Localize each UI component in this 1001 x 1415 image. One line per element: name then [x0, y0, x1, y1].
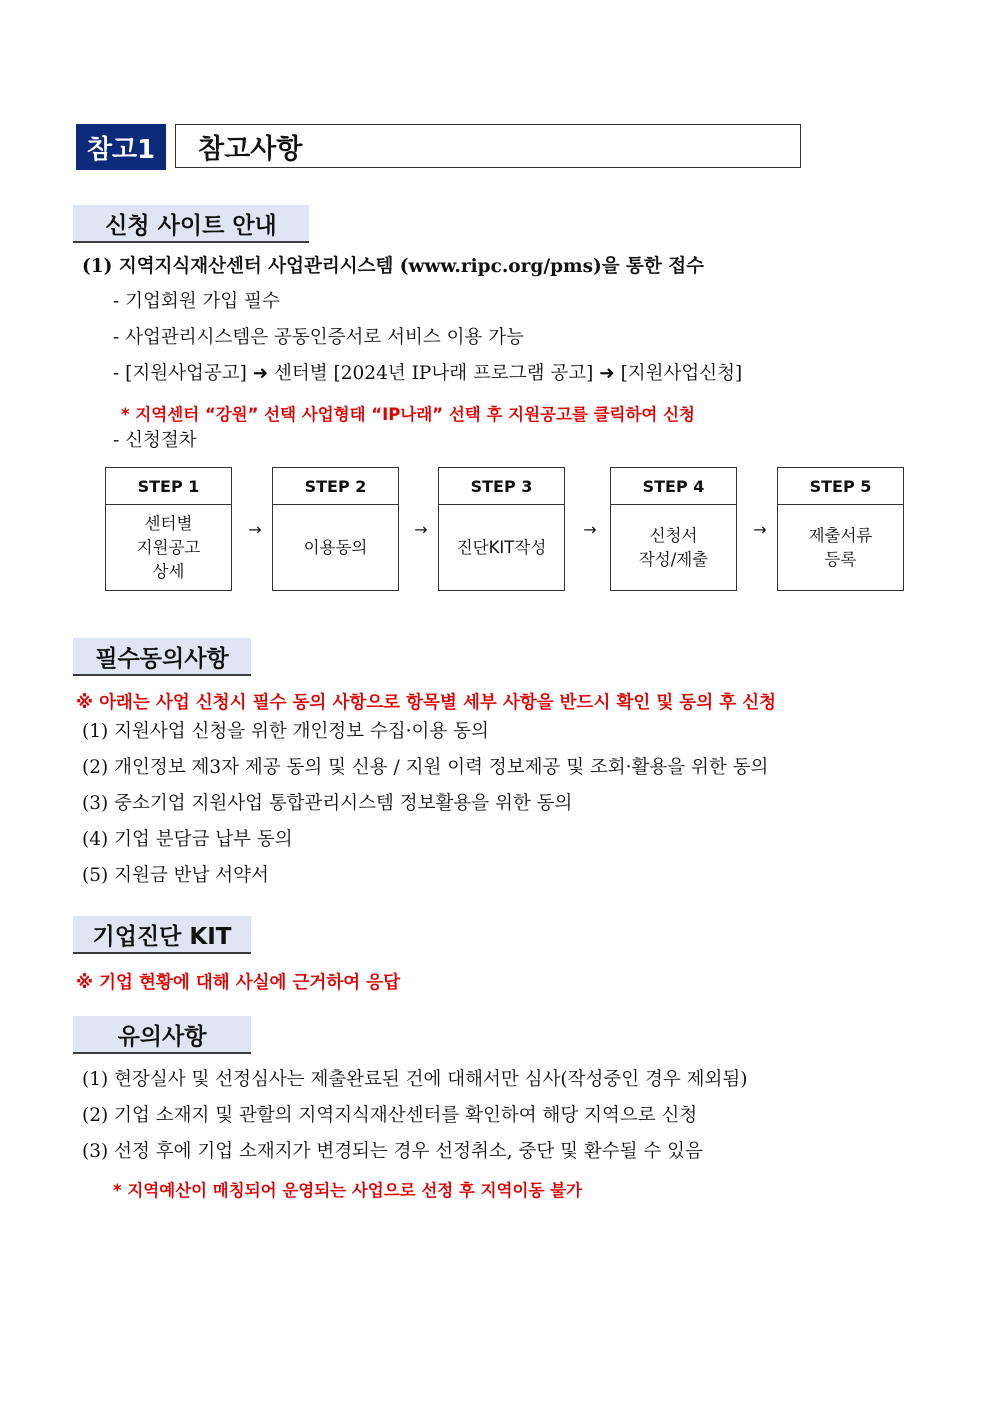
procedure-label: - 신청절차	[113, 430, 197, 451]
step-5-box	[777, 467, 904, 591]
consent-item-4: (4) 기업 분담금 납부 동의	[82, 829, 293, 850]
arrow-icon: →	[248, 520, 262, 539]
step-4-label: STEP 4	[611, 468, 736, 505]
caution-note: * 지역예산이 매칭되어 운영되는 사업으로 선정 후 지역이동 불가	[113, 1181, 582, 1200]
section-heading-site: 신청 사이트 안내	[73, 205, 309, 243]
step-1-label: STEP 1	[106, 468, 231, 505]
consent-note: ※ 아래는 사업 신청시 필수 동의 사항으로 항목별 세부 사항을 반드시 확인 및 동의 후 신청	[76, 693, 777, 713]
consent-item-2: (2) 개인정보 제3자 제공 동의 및 신용 / 지원 이력 정보제공 및 조회·활용을 위한 동의	[82, 757, 769, 778]
site-bullet-3: - [지원사업공고] ➜ 센터별 [2024년 IP나래 프로그램 공고] ➜ [지원사업신청]	[113, 363, 743, 384]
step-5-label: STEP 5	[778, 468, 903, 505]
step-1-body: 센터별 지원공고 상세	[136, 514, 201, 581]
consent-item-5: (5) 지원금 반납 서약서	[82, 865, 269, 886]
step-4-body: 신청서 작성/제출	[638, 526, 709, 569]
site-bullet-2: - 사업관리시스템은 공동인증서로 서비스 이용 가능	[113, 327, 524, 348]
arrow-icon: →	[753, 520, 767, 539]
step-1-box	[105, 467, 232, 591]
reference-tag: 참고1	[76, 124, 166, 170]
arrow-icon: →	[583, 520, 597, 539]
step-5-body: 제출서류 등록	[808, 526, 873, 569]
site-note: * 지역센터 “강원” 선택 사업형태 “IP나래” 선택 후 지원공고를 클릭하여 신청	[121, 405, 695, 424]
consent-item-1: (1) 지원사업 신청을 위한 개인정보 수집·이용 동의	[82, 721, 489, 742]
step-4-box	[610, 467, 737, 591]
caution-item-3: (3) 선정 후에 기업 소재지가 변경되는 경우 선정취소, 중단 및 환수될 수 있음	[82, 1141, 703, 1162]
section-heading-caution: 유의사항	[73, 1016, 251, 1054]
page-title: 참고사항	[175, 124, 801, 168]
section-heading-kit: 기업진단 KIT	[73, 916, 251, 954]
site-item-1: (1) 지역지식재산센터 사업관리시스템 (www.ripc.org/pms)을 통한 접수	[82, 256, 704, 277]
step-3-label: STEP 3	[439, 468, 564, 505]
kit-note: ※ 기업 현황에 대해 사실에 근거하여 응답	[76, 973, 401, 993]
step-3-body: 진단KIT작성	[456, 538, 547, 558]
site-bullet-1: - 기업회원 가입 필수	[113, 291, 280, 312]
section-heading-consent: 필수동의사항	[73, 638, 251, 676]
step-2-box	[272, 467, 399, 591]
caution-item-1: (1) 현장실사 및 선정심사는 제출완료된 건에 대해서만 심사(작성중인 경우 제외됨)	[82, 1069, 748, 1090]
step-2-label: STEP 2	[273, 468, 398, 505]
step-2-body: 이용동의	[303, 538, 368, 558]
step-3-box	[438, 467, 565, 591]
arrow-icon: →	[414, 520, 428, 539]
caution-item-2: (2) 기업 소재지 및 관할의 지역지식재산센터를 확인하여 해당 지역으로 신청	[82, 1105, 698, 1126]
consent-item-3: (3) 중소기업 지원사업 통합관리시스템 정보활용을 위한 동의	[82, 793, 573, 814]
